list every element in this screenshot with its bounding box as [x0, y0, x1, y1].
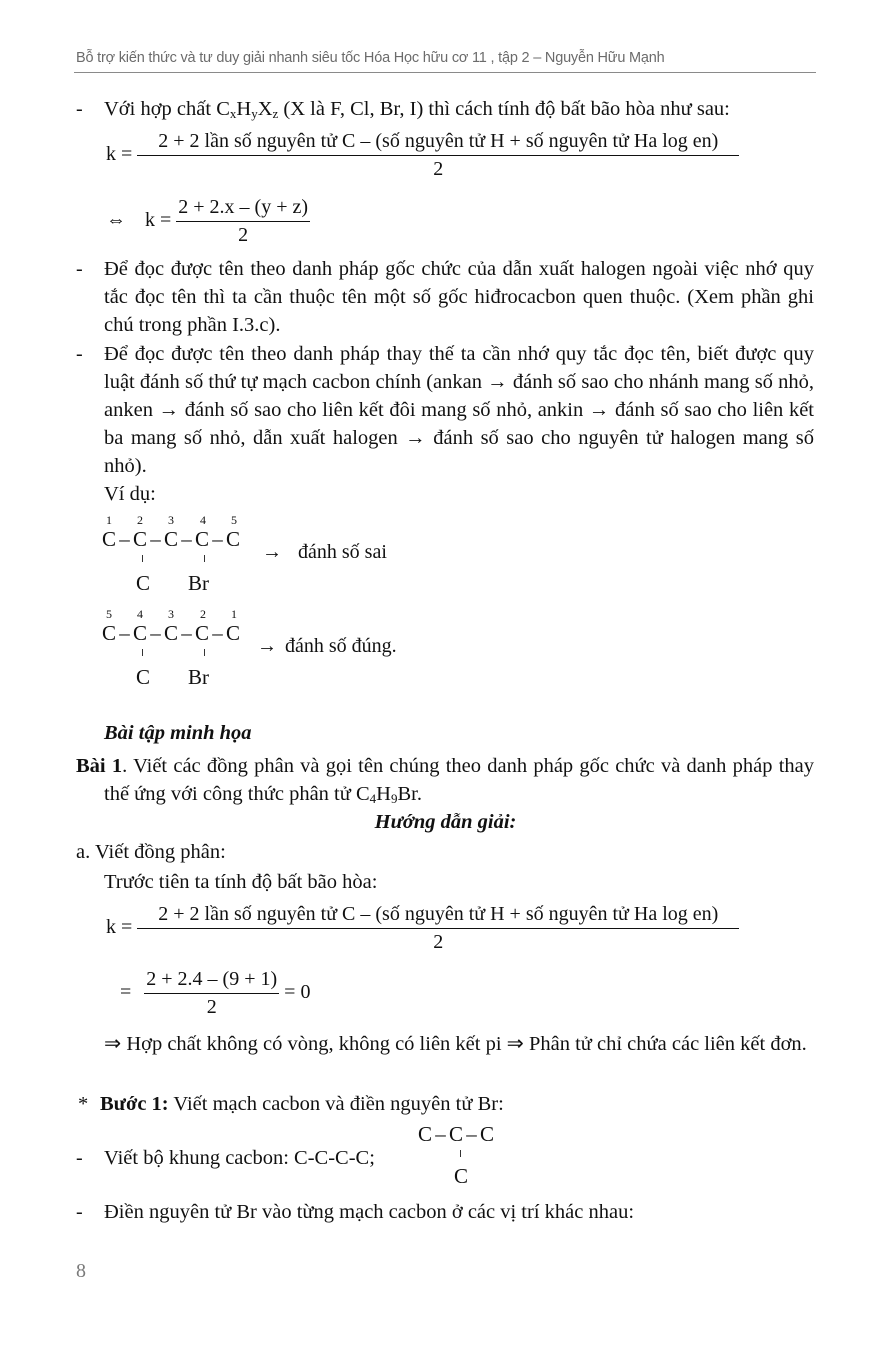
- branched-skeleton: [418, 1122, 518, 1192]
- label-dot: .: [122, 755, 128, 777]
- arrow-icon: →: [257, 635, 277, 657]
- formula-lhs: k =: [106, 143, 133, 166]
- fraction: [137, 903, 739, 954]
- carbon-number: 4: [137, 607, 143, 621]
- carbon-number: 3: [168, 513, 174, 527]
- carbon-number: 5: [106, 607, 112, 621]
- equivalence-icon: ⇔: [106, 209, 126, 232]
- carbon-number: 3: [168, 607, 174, 621]
- fraction: [176, 196, 310, 247]
- formula-h: H: [376, 783, 391, 805]
- example1-structure: [102, 513, 422, 593]
- subscript-9: 9: [390, 791, 398, 806]
- formula-lhs: =: [120, 981, 132, 1004]
- carbon-number: 5: [231, 513, 237, 527]
- formula-x: X: [257, 98, 273, 120]
- carbon-chain: C – C – C – C – C: [102, 527, 240, 551]
- branched-chain: C – C – C: [418, 1122, 494, 1146]
- carbon-number: 1: [231, 607, 237, 621]
- exercise-text: Viết các đồng phân và gọi tên chúng theo danh pháp gốc chức và danh pháp thay thế ứng với công thức phân tử C: [104, 755, 814, 805]
- formula-k-computed: [120, 968, 310, 1019]
- branch-carbon: C: [454, 1164, 469, 1188]
- exercise-heading: Bài tập minh họa: [104, 722, 252, 744]
- running-header: Bỗ trợ kiến thức và tư duy giải nhanh siêu tốc Hóa Học hữu cơ 11 , tập 2 – Nguyễn Hữu Mạnh: [76, 50, 665, 66]
- subscript-4: 4: [369, 791, 377, 806]
- formula-lhs: k =: [106, 916, 133, 939]
- exercise-label: Bài 1: [76, 755, 123, 777]
- formula-result: = 0: [284, 981, 311, 1004]
- subscript-z: z: [272, 106, 279, 121]
- conclusion-text: Hợp chất không có vòng, không có liên kết pi ⇒ Phân tử chỉ chứa các liên kết đơn.: [121, 1033, 807, 1055]
- step-star: *: [78, 1093, 89, 1115]
- branch-methyl: C: [136, 665, 151, 689]
- exercise1-statement: [76, 752, 814, 808]
- formula-h: H: [236, 98, 252, 120]
- formula-k-general-2: [106, 903, 739, 954]
- carbon-number: 4: [200, 513, 206, 527]
- step-label: Bước 1:: [100, 1093, 169, 1115]
- bullet-dash: -: [76, 98, 83, 120]
- conclusion-paragraph: [104, 1030, 814, 1058]
- example2-label: đánh số đúng.: [285, 635, 397, 657]
- section3-paragraph: Để đọc được tên theo danh pháp thay thế ta cần nhớ quy tắc đọc tên, biết được quy luật đánh số thứ tự mạch cacbon chính (ankan → đánh số sao cho nhánh mang số nhỏ, anken → đánh số sao cho liên kết đôi mang số nhỏ, ankin → đánh số sao cho liên kết ba mang số nhỏ, dẫn xuất halogen → đánh số sao cho nguyên tử halogen mang số nhỏ).: [104, 343, 814, 477]
- implies-icon: ⇒: [104, 1033, 122, 1055]
- bullet-dash: -: [76, 258, 83, 280]
- guide-title: Hướng dẫn giải:: [374, 811, 517, 833]
- carbon-chain: C – C – C – C – C: [102, 621, 240, 645]
- branch-methyl: C: [136, 571, 151, 595]
- intro-suffix: (X là F, Cl, Br, I) thì cách tính độ bất bão hòa như sau:: [278, 98, 730, 120]
- formula-c: Với hợp chất C: [104, 98, 230, 120]
- numerator: 2 + 2 lần số nguyên tử C – (số nguyên tử H + số nguyên tử Ha log en): [137, 903, 739, 929]
- first-calc-text: Trước tiên ta tính độ bất bão hòa:: [104, 871, 378, 893]
- bullet-dash: -: [76, 1147, 83, 1169]
- example1-label: đánh số sai: [298, 541, 387, 563]
- bond-line: [204, 555, 205, 562]
- bullet-dash: -: [76, 1201, 83, 1223]
- header-divider: [74, 72, 816, 73]
- carbon-number: 2: [200, 607, 206, 621]
- branch-bromine: Br: [188, 571, 209, 595]
- section2-paragraph: Để đọc được tên theo danh pháp gốc chức của dẫn xuất halogen ngoài việc nhớ quy tắc đọc tên thì ta cần thuộc tên một số gốc hiđrocacbon quen thuộc. (Xem phần ghi chú trong phần I.3.c).: [104, 258, 814, 336]
- subscript-y: y: [251, 106, 258, 121]
- denominator: 2: [433, 931, 444, 953]
- example-label: Ví dụ:: [104, 483, 156, 505]
- page-number: 8: [76, 1260, 86, 1282]
- carbon-number: 1: [106, 513, 112, 527]
- formula-lhs: k =: [145, 209, 172, 232]
- subscript-x: x: [229, 106, 237, 121]
- fill-br-text: Điền nguyên tử Br vào từng mạch cacbon ở các vị trí khác nhau:: [104, 1201, 635, 1223]
- denominator: 2: [433, 158, 444, 180]
- formula-k-general: [106, 130, 739, 181]
- denominator: 2: [206, 996, 217, 1018]
- bullet-dash: -: [76, 343, 83, 365]
- carbon-number: 2: [137, 513, 143, 527]
- step-text: Viết mạch cacbon và điền nguyên tử Br:: [168, 1093, 504, 1115]
- exercise-text-suffix: Br.: [397, 783, 422, 805]
- denominator: 2: [238, 224, 249, 246]
- numerator: 2 + 2.4 – (9 + 1): [144, 968, 279, 994]
- step1-line: [100, 1090, 504, 1118]
- part-a-heading: a. Viết đồng phân:: [76, 841, 226, 863]
- section1-intro: [104, 95, 816, 123]
- numerator: 2 + 2 lần số nguyên tử C – (số nguyên tử H + số nguyên tử Ha log en): [137, 130, 739, 156]
- bond-line: [142, 649, 143, 656]
- example2-structure: [102, 607, 422, 687]
- numerator: 2 + 2.x – (y + z): [176, 196, 310, 222]
- bond-line: [204, 649, 205, 656]
- fraction: [137, 130, 739, 181]
- skeleton-text: Viết bộ khung cacbon: C-C-C-C;: [104, 1147, 375, 1169]
- arrow-icon: →: [262, 541, 282, 563]
- branch-bromine: Br: [188, 665, 209, 689]
- fraction: [144, 968, 279, 1019]
- bond-line: [142, 555, 143, 562]
- formula-k-xyz: [106, 196, 310, 247]
- bond-line: [460, 1150, 461, 1157]
